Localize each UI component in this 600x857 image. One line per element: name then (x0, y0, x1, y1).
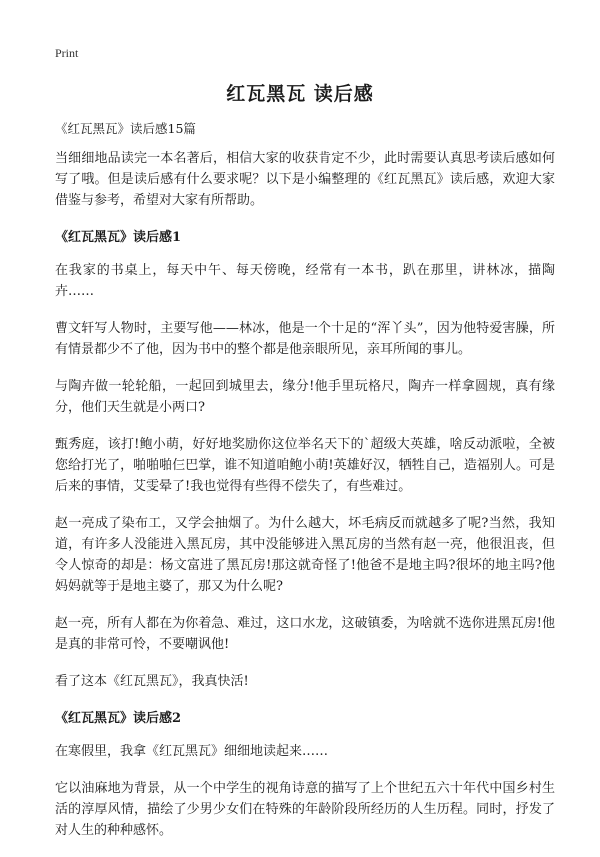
paragraph: 赵一亮，所有人都在为你着急、难过，这口水龙，这破镇委，为啥就不选你进黑瓦房!他是真的非常可怜，不要嘲讽他! (55, 616, 555, 652)
article-subtitle: 《红瓦黑瓦》读后感15篇 (55, 121, 196, 136)
section-1 (55, 227, 555, 692)
paragraph: 与陶卉做一轮轮船，一起回到城里去，缘分!他手里玩格尺，陶卉一样拿圆规，真有缘分，他们天生就是小两口? (55, 379, 555, 415)
section-2 (55, 708, 555, 841)
paragraph: 看了这本《红瓦黑瓦》，我真快活! (55, 674, 249, 689)
paragraph: 曹文轩写人物时，主要写他——林冰，他是一个十足的“浑丫头”，因为他特爱害臊，所有情景都少不了他，因为书中的整个都是他亲眼所见，亲耳所闻的事儿。 (55, 321, 555, 357)
section-heading: 《红瓦黑瓦》读后感1 (55, 230, 182, 245)
article-body (55, 118, 555, 857)
paragraph: 赵一亮成了染布工，又学会抽烟了。为什么越大，坏毛病反而就越多了呢?当然，我知道，有许多人没能进入黑瓦房，其中没能够进入黑瓦房的当然有赵一亮，他很沮丧，但令人惊奇的却是：杨文富进了黑瓦房!那这就奇怪了!他爸不是地主吗?很坏的地主吗?他妈妈就等于是地主婆了，那又为什么呢? (55, 516, 555, 594)
page-title: 红瓦黑瓦 读后感 (226, 83, 374, 105)
section-heading: 《红瓦黑瓦》读后感2 (55, 711, 182, 726)
paragraph: 在我家的书桌上，每天中午、每天傍晚，经常有一本书，趴在那里，讲林冰，描陶卉…… (55, 263, 555, 299)
paragraph: 在寒假里，我拿《红瓦黑瓦》细细地读起来…… (55, 744, 329, 759)
paragraph: 它以油麻地为背景，从一个中学生的视角诗意的描写了上个世纪五六十年代中国乡村生活的淳厚风情，描绘了少男少女们在特殊的年龄阶段所经历的人生历程。同时，抒发了对人生的种种感怀。 (55, 781, 555, 838)
intro-paragraph: 当细细地品读完一本名著后，相信大家的收获肯定不少，此时需要认真思考读后感如何写了哦。但是读后感有什么要求呢？以下是小编整理的《红瓦黑瓦》读后感，欢迎大家借鉴与参考，希望对大家有所帮助。 (55, 151, 555, 208)
print-link[interactable]: Print (55, 46, 79, 60)
paragraph: 甄秀庭，该打!鲍小萌，好好地奖励你这位举名天下的`超级大英雄，啥反动派啦，全被您给打光了，啪啪啪仨巴掌，谁不知道咱鲍小萌!英雄好汉，牺牲自己，造福别人。可是后来的事情，艾雯晕了!我也觉得有些得不偿失了，有些难过。 (55, 437, 555, 494)
